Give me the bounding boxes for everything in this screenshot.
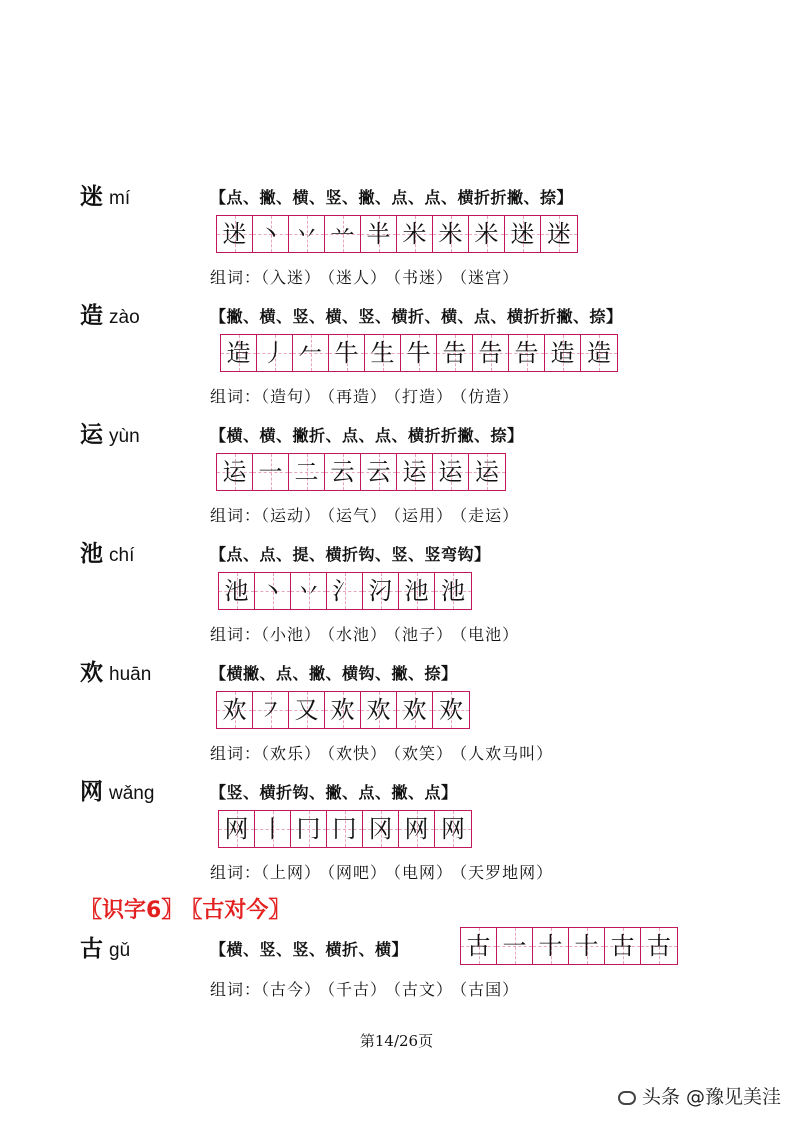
stroke-cell-glyph: 𠂉 xyxy=(298,339,323,367)
stroke-cell-glyph: 欢 xyxy=(439,696,463,724)
entry-heading xyxy=(80,183,130,213)
word-item: （人欢马叫） xyxy=(459,744,554,763)
stroke-cell-glyph: 运 xyxy=(402,458,427,486)
stroke-cell-glyph: 池 xyxy=(224,577,249,605)
stroke-cell xyxy=(435,811,471,847)
stroke-cell-glyph: 池 xyxy=(441,577,465,605)
word-item: （书迷） xyxy=(393,268,454,287)
stroke-cell-glyph: 告 xyxy=(442,339,467,367)
stroke-cell xyxy=(363,573,399,609)
words-label: 组词： xyxy=(210,863,262,882)
character-entry xyxy=(0,778,793,888)
entry-pinyin: gǔ xyxy=(109,940,131,961)
words-label: 组词： xyxy=(210,387,262,406)
stroke-cell-glyph: 迷 xyxy=(510,220,535,248)
entry-heading xyxy=(80,421,140,451)
stroke-cell xyxy=(327,811,363,847)
watermark xyxy=(618,1082,781,1109)
stroke-cell xyxy=(289,216,325,252)
stroke-cell xyxy=(497,928,533,964)
stroke-order-list: 【横撇、点、撇、横钩、撇、捺】 xyxy=(210,664,458,683)
stroke-order-list: 【点、撇、横、竖、撇、点、点、横折折撇、捺】 xyxy=(210,188,574,207)
stroke-cell-glyph: 欢 xyxy=(366,696,391,724)
stroke-cell xyxy=(289,692,325,728)
stroke-cell xyxy=(533,928,569,964)
stroke-cell xyxy=(325,692,361,728)
stroke-cell xyxy=(291,573,327,609)
stroke-cell xyxy=(399,811,435,847)
stroke-cell-glyph: 十 xyxy=(538,932,563,960)
stroke-cell-glyph: 丿 xyxy=(262,339,287,367)
stroke-cell xyxy=(325,216,361,252)
stroke-cell-glyph: 迷 xyxy=(222,220,247,248)
word-item: （网吧） xyxy=(327,863,388,882)
character-entry xyxy=(0,302,793,412)
stroke-order-list: 【竖、横折钩、撇、点、撇、点】 xyxy=(210,783,458,802)
words-label: 组词： xyxy=(210,268,262,287)
word-item: （电池） xyxy=(459,625,520,644)
stroke-cell xyxy=(253,454,289,490)
stroke-cell xyxy=(541,216,577,252)
stroke-cell-glyph: 冂 xyxy=(332,815,357,843)
words-label: 组词： xyxy=(210,625,262,644)
word-item: （迷人） xyxy=(327,268,388,287)
entry-pinyin: mí xyxy=(109,188,131,209)
character-entry xyxy=(0,659,793,769)
word-item: （运动） xyxy=(261,506,322,525)
word-list xyxy=(210,503,525,526)
stroke-cell xyxy=(435,573,471,609)
stroke-cell-glyph: 米 xyxy=(474,220,499,248)
stroke-cell xyxy=(255,811,291,847)
stroke-cell-glyph: 网 xyxy=(441,815,465,843)
stroke-cell xyxy=(325,454,361,490)
stroke-cell-glyph: 一 xyxy=(258,458,283,486)
stroke-cell xyxy=(505,216,541,252)
stroke-cell-glyph: 造 xyxy=(587,339,611,367)
entry-gu xyxy=(0,932,793,1045)
entry-pinyin: wǎng xyxy=(109,783,155,804)
stroke-cell-glyph: 氵 xyxy=(332,577,357,605)
stroke-cell xyxy=(545,335,581,371)
stroke-cell-glyph: 运 xyxy=(475,458,499,486)
word-item: （水池） xyxy=(327,625,388,644)
word-item: （迷宫） xyxy=(459,268,520,287)
stroke-cell xyxy=(219,573,255,609)
word-item: （造句） xyxy=(261,387,322,406)
stroke-cell-glyph: 云 xyxy=(366,458,391,486)
stroke-cell xyxy=(327,573,363,609)
stroke-cell xyxy=(217,216,253,252)
stroke-cell-glyph: 一 xyxy=(502,932,527,960)
stroke-cell-glyph: 欢 xyxy=(222,696,247,724)
word-item: （欢乐） xyxy=(261,744,322,763)
words-label: 组词： xyxy=(210,744,262,763)
stroke-cell-glyph: 丶 xyxy=(260,577,285,605)
stroke-cell xyxy=(293,335,329,371)
word-item: （古文） xyxy=(393,980,454,999)
word-item: （仿造） xyxy=(459,387,520,406)
stroke-cell-glyph: 丨 xyxy=(260,815,285,843)
word-list xyxy=(210,741,559,764)
word-list xyxy=(210,860,559,883)
stroke-cell-glyph: 又 xyxy=(294,696,319,724)
stroke-cell-glyph: ㇇ xyxy=(258,696,283,724)
stroke-cell xyxy=(363,811,399,847)
page-number: 第14/26页 xyxy=(359,1032,434,1050)
stroke-cell-glyph: 运 xyxy=(438,458,463,486)
word-item: （运气） xyxy=(327,506,388,525)
character-entry xyxy=(0,421,793,531)
stroke-cell-glyph: 造 xyxy=(226,339,251,367)
stroke-cell xyxy=(219,811,255,847)
section-title xyxy=(80,893,298,924)
stroke-cell xyxy=(361,454,397,490)
stroke-cell xyxy=(397,692,433,728)
stroke-cell xyxy=(641,928,677,964)
word-item: （运用） xyxy=(393,506,454,525)
stroke-grid xyxy=(216,691,470,729)
stroke-grid xyxy=(218,810,472,848)
stroke-cell-glyph: 网 xyxy=(224,815,249,843)
lesson-label: 〖识字6〗 xyxy=(80,898,184,923)
stroke-grid xyxy=(216,215,578,253)
stroke-cell-glyph: 告 xyxy=(478,339,503,367)
word-item: （古国） xyxy=(459,980,520,999)
stroke-cell xyxy=(255,573,291,609)
stroke-cell xyxy=(509,335,545,371)
entry-heading xyxy=(80,659,151,689)
entry-char: 运 xyxy=(80,422,103,448)
character-entry xyxy=(0,183,793,293)
stroke-cell xyxy=(217,454,253,490)
entry-heading xyxy=(80,302,140,332)
stroke-cell-glyph: 丷 xyxy=(294,220,319,248)
word-item: （天罗地网） xyxy=(459,863,554,882)
word-item: （欢笑） xyxy=(393,744,454,763)
word-list xyxy=(210,977,525,1000)
stroke-cell-glyph: 古 xyxy=(647,932,671,960)
stroke-cell xyxy=(433,692,469,728)
stroke-cell xyxy=(257,335,293,371)
stroke-cell xyxy=(437,335,473,371)
word-item: （古今） xyxy=(261,980,322,999)
entry-char: 欢 xyxy=(80,660,103,686)
entry-char: 池 xyxy=(80,541,103,567)
word-item: （电网） xyxy=(393,863,454,882)
stroke-grid xyxy=(216,453,506,491)
stroke-cell xyxy=(569,928,605,964)
stroke-cell-glyph: 牛 xyxy=(406,339,431,367)
word-item: （上网） xyxy=(261,863,322,882)
stroke-cell-glyph: 欢 xyxy=(402,696,427,724)
stroke-cell xyxy=(581,335,617,371)
word-item: （欢快） xyxy=(327,744,388,763)
stroke-cell-glyph: 二 xyxy=(294,458,319,486)
stroke-cell xyxy=(365,335,401,371)
stroke-cell xyxy=(461,928,497,964)
entry-pinyin: yùn xyxy=(109,426,140,447)
word-list xyxy=(210,384,525,407)
stroke-cell xyxy=(433,216,469,252)
stroke-cell-glyph: 生 xyxy=(370,339,395,367)
stroke-cell-glyph: 䒑 xyxy=(330,220,355,248)
entry-char: 造 xyxy=(80,303,103,329)
entry-heading xyxy=(80,540,134,570)
stroke-cell xyxy=(361,216,397,252)
chat-icon xyxy=(618,1091,636,1105)
stroke-cell-glyph: 欢 xyxy=(330,696,355,724)
stroke-cell xyxy=(605,928,641,964)
stroke-cell xyxy=(291,811,327,847)
entry-pinyin: huān xyxy=(109,664,152,685)
stroke-cell xyxy=(399,573,435,609)
stroke-cell xyxy=(221,335,257,371)
stroke-grid xyxy=(220,334,618,372)
stroke-cell xyxy=(401,335,437,371)
stroke-cell-glyph: 云 xyxy=(330,458,355,486)
stroke-cell-glyph: 冈 xyxy=(368,815,393,843)
stroke-cell-glyph: 米 xyxy=(438,220,463,248)
stroke-cell-glyph: 十 xyxy=(574,932,599,960)
stroke-cell xyxy=(253,692,289,728)
stroke-cell-glyph: 米 xyxy=(402,220,427,248)
watermark-text: 头条 @豫见美洼 xyxy=(642,1086,782,1108)
stroke-cell xyxy=(397,216,433,252)
stroke-cell xyxy=(473,335,509,371)
stroke-order-list: 【点、点、提、横折钩、竖、竖弯钩】 xyxy=(210,545,491,564)
stroke-grid xyxy=(460,927,678,965)
stroke-grid xyxy=(218,572,472,610)
stroke-cell-glyph: 池 xyxy=(404,577,429,605)
entry-pinyin: zào xyxy=(109,307,140,328)
word-item: （入迷） xyxy=(261,268,322,287)
stroke-cell xyxy=(469,216,505,252)
stroke-cell-glyph: 牛 xyxy=(334,339,359,367)
word-list xyxy=(210,265,525,288)
entry-char: 迷 xyxy=(80,184,103,210)
entry-char: 古 xyxy=(80,936,103,962)
stroke-cell xyxy=(433,454,469,490)
word-list xyxy=(210,622,525,645)
stroke-cell-glyph: 迷 xyxy=(547,220,571,248)
stroke-order-list: 【横、竖、竖、横折、横】 xyxy=(210,940,409,959)
entry-heading xyxy=(80,935,130,965)
stroke-order-list: 【撇、横、竖、横、竖、横折、横、点、横折折撇、捺】 xyxy=(210,307,623,326)
stroke-cell-glyph: 造 xyxy=(550,339,575,367)
stroke-cell-glyph: 网 xyxy=(404,815,429,843)
entry-pinyin: chí xyxy=(109,545,135,566)
stroke-cell xyxy=(361,692,397,728)
word-item: （池子） xyxy=(393,625,454,644)
stroke-cell-glyph: 汈 xyxy=(368,577,393,605)
stroke-cell-glyph: 半 xyxy=(366,220,391,248)
lesson-title: 〖古对今〗 xyxy=(191,898,291,923)
stroke-cell xyxy=(253,216,289,252)
entry-heading xyxy=(80,778,154,808)
stroke-cell-glyph: 运 xyxy=(222,458,247,486)
word-item: （千古） xyxy=(327,980,388,999)
stroke-cell xyxy=(289,454,325,490)
stroke-order-list: 【横、横、撇折、点、点、横折折撇、捺】 xyxy=(210,426,524,445)
stroke-cell-glyph: 古 xyxy=(466,932,491,960)
word-item: （打造） xyxy=(393,387,454,406)
word-item: （走运） xyxy=(459,506,520,525)
stroke-cell-glyph: 丶 xyxy=(258,220,283,248)
stroke-cell xyxy=(469,454,505,490)
words-label: 组词： xyxy=(210,980,262,999)
stroke-cell xyxy=(397,454,433,490)
stroke-cell-glyph: 古 xyxy=(610,932,635,960)
stroke-cell xyxy=(329,335,365,371)
entry-char: 网 xyxy=(80,779,103,805)
stroke-cell-glyph: 告 xyxy=(514,339,539,367)
stroke-cell xyxy=(217,692,253,728)
stroke-cell-glyph: 丷 xyxy=(296,577,321,605)
words-label: 组词： xyxy=(210,506,262,525)
word-item: （再造） xyxy=(327,387,388,406)
word-item: （小池） xyxy=(261,625,322,644)
stroke-cell-glyph: 冂 xyxy=(296,815,321,843)
character-entry xyxy=(0,540,793,650)
